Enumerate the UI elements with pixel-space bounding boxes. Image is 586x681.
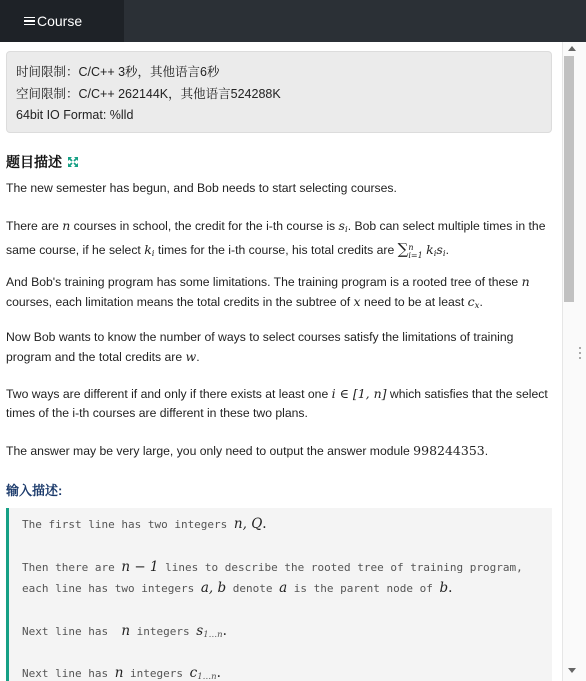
- paragraph-difference: Two ways are different if and only if there exists at least one i ∈ [1, n] which satisfies that the select times of the i-th courses are different in these two plans.: [6, 386, 548, 420]
- top-nav-bar: [0, 0, 586, 42]
- paragraph-goal: Now Bob wants to know the number of ways to select courses satisfy the limitations of training program and the total credits are w.: [6, 330, 514, 364]
- vertical-scrollbar[interactable]: [562, 42, 586, 681]
- paragraph-courses: There are n courses in school, the credit for the i-th course is $s_i$. Bob can select multiple times in the same course, if he select $k_i$ times for the i-th course, his total credits are ∑ n i=1 $k_is_i$.: [6, 218, 546, 260]
- problem-description-heading: [6, 152, 79, 172]
- input-line-3: each line has two integers a, b denote a is the parent node of b.: [22, 580, 453, 596]
- input-line-4: Next line has n integers $s_{1\dots n}$.: [22, 623, 227, 640]
- paragraph-intro: The new semester has begun, and Bob needs to start selecting courses.: [6, 181, 397, 195]
- tab-course-label: Course: [37, 13, 83, 29]
- input-line-5: Next line has n integers $c_{1\dots n}$.: [22, 665, 221, 681]
- list-icon: [24, 17, 35, 26]
- input-line-1: The first line has two integers n, Q.: [22, 516, 267, 532]
- problem-content: [0, 42, 562, 681]
- paragraph-modulo: The answer may be very large, you only need to output the answer module 998244353.: [6, 443, 489, 458]
- io-format: 64bit IO Format: %lld: [16, 108, 134, 122]
- problem-description-title: 题目描述: [6, 154, 62, 170]
- scroll-up-arrow-icon[interactable]: [568, 46, 576, 51]
- time-limit: 时间限制：C/C++ 3秒，其他语言6秒: [16, 65, 220, 79]
- input-description-box: [6, 508, 552, 681]
- resize-grip-icon[interactable]: [579, 347, 582, 362]
- limits-box: [6, 51, 552, 133]
- input-line-2: Then there are n − 1 lines to describe the rooted tree of training program,: [22, 559, 523, 575]
- paragraph-limitations: And Bob's training program has some limitations. The training program is a rooted tree of these n courses, each limitation means the total credits in the subtree of x need to be at least $c_x$.: [6, 274, 530, 311]
- tab-course[interactable]: [0, 0, 124, 42]
- space-limit: 空间限制：C/C++ 262144K，其他语言524288K: [16, 86, 281, 101]
- scroll-down-arrow-icon[interactable]: [568, 668, 576, 673]
- expand-icon[interactable]: [67, 156, 79, 168]
- scrollbar-thumb[interactable]: [564, 56, 574, 302]
- input-description-heading: 输入描述:: [6, 483, 63, 498]
